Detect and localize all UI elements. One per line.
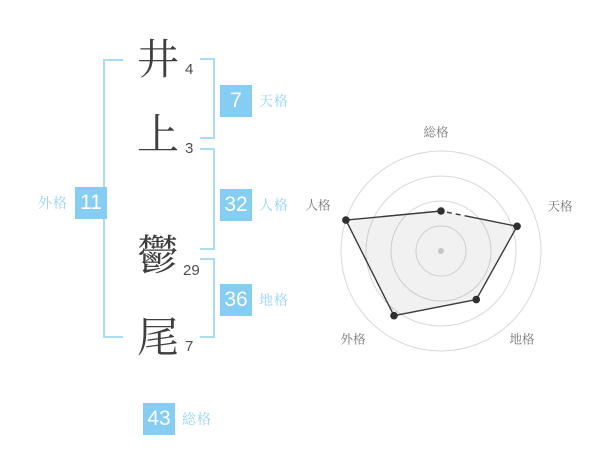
stroke-count-3: 29 xyxy=(183,262,200,279)
data-point xyxy=(390,312,398,320)
stroke-count-2: 3 xyxy=(185,140,194,157)
name-character-4: 尾 xyxy=(136,314,179,361)
bracket-tenkaku xyxy=(200,58,215,139)
jinkaku-badge-group xyxy=(220,189,289,221)
radar-axis-label: 地格 xyxy=(509,332,535,347)
tenkaku-badge-group xyxy=(220,85,289,117)
data-point xyxy=(472,296,480,304)
name-character-2: 上 xyxy=(136,111,179,158)
bracket-chikaku xyxy=(200,258,215,338)
bracket-jinkaku xyxy=(200,148,215,250)
chart-center-dot xyxy=(438,248,444,254)
radar-axis-label: 天格 xyxy=(547,199,573,214)
gaikaku-badge-group xyxy=(38,187,107,219)
radar-polygon-fill xyxy=(346,211,517,316)
jinkaku-value-badge: 32 xyxy=(220,189,252,221)
chikaku-label: 地格 xyxy=(259,292,289,308)
radar-axis-label: 外格 xyxy=(340,332,366,347)
name-character-3: 鬱 xyxy=(136,232,179,279)
soukaku-value-badge: 43 xyxy=(143,403,175,435)
tenkaku-label: 天格 xyxy=(259,93,289,109)
radar-chart xyxy=(290,110,600,400)
soukaku-label: 総格 xyxy=(182,411,212,427)
chikaku-badge-group xyxy=(220,284,289,316)
data-point xyxy=(342,216,350,224)
name-character-1: 井 xyxy=(136,36,179,83)
jinkaku-label: 人格 xyxy=(259,197,289,213)
stroke-count-1: 4 xyxy=(185,61,194,78)
stroke-count-4: 7 xyxy=(185,338,194,355)
data-point xyxy=(513,222,521,230)
radar-axis-label: 総格 xyxy=(423,125,449,140)
tenkaku-value-badge: 7 xyxy=(220,85,252,117)
soukaku-badge-group xyxy=(143,403,212,435)
gaikaku-label: 外格 xyxy=(38,195,68,211)
chikaku-value-badge: 36 xyxy=(220,284,252,316)
data-point xyxy=(437,207,445,215)
radar-axis-label: 人格 xyxy=(305,198,331,213)
gaikaku-value-badge: 11 xyxy=(75,187,107,219)
